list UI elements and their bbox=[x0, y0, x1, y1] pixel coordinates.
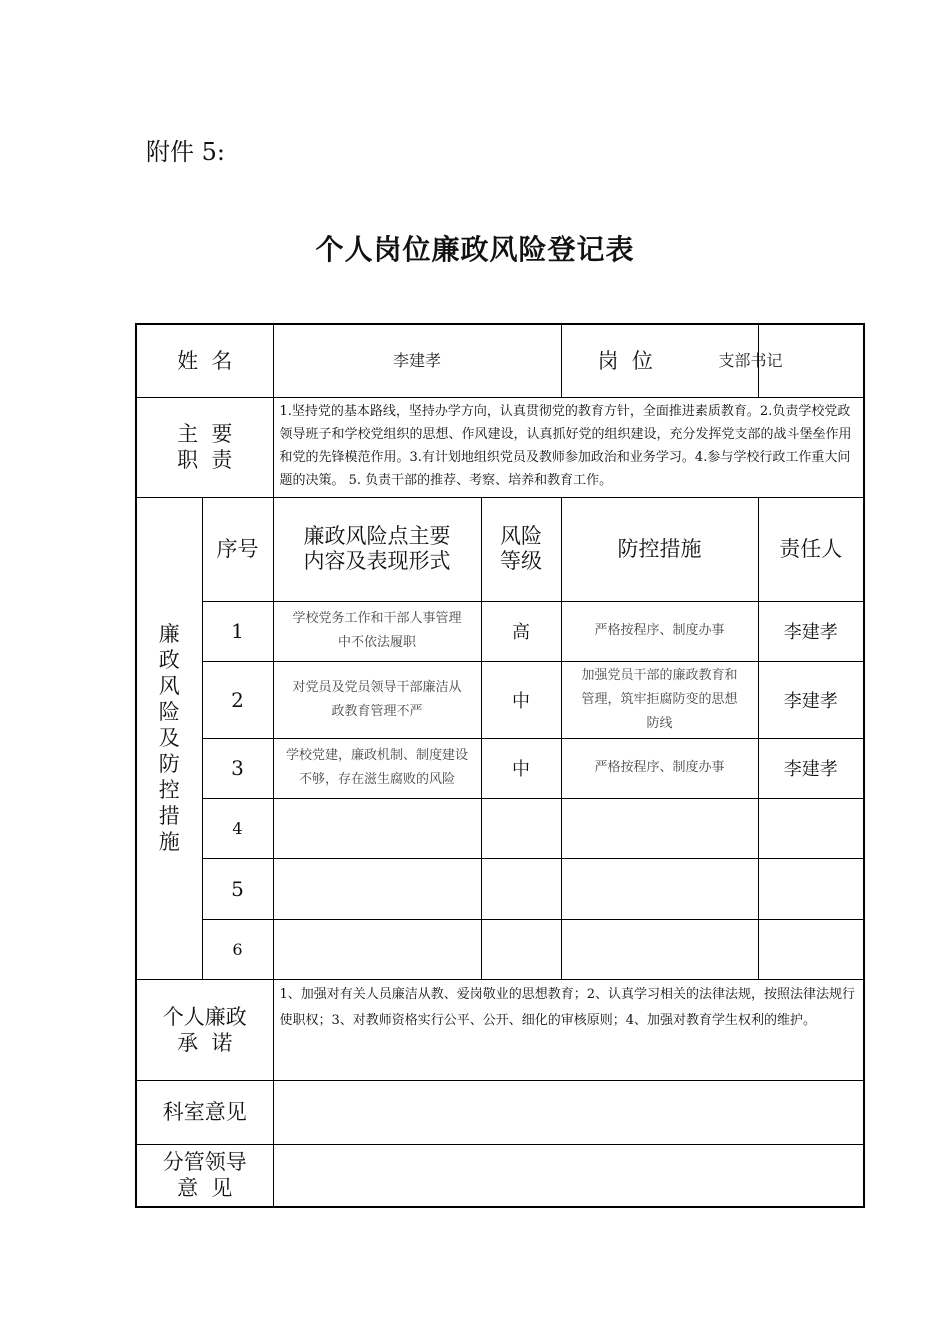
leader-opinion-label-line2: 意 见 bbox=[177, 1176, 233, 1201]
risk-seq: 4 bbox=[232, 818, 243, 838]
risk-measures-line1: 严格按程序、制度办事 bbox=[594, 623, 725, 638]
risk-measures-line2: 管理，筑牢拒腐防变的思想 bbox=[581, 691, 738, 707]
dept-opinion-row bbox=[136, 1080, 864, 1144]
risk-level-cell[interactable] bbox=[481, 798, 561, 858]
duties-row bbox=[136, 397, 864, 497]
header-content-line1: 廉政风险点主要 bbox=[303, 524, 451, 548]
risk-content-cell[interactable] bbox=[273, 798, 481, 858]
risk-person-cell[interactable] bbox=[758, 738, 864, 798]
risk-seq: 3 bbox=[231, 756, 244, 780]
duties-label-line1: 主 要 bbox=[177, 422, 233, 446]
risk-person: 李建孝 bbox=[783, 622, 838, 643]
risk-measures-cell[interactable] bbox=[561, 738, 758, 798]
name-label-cell bbox=[136, 324, 273, 397]
risk-content-line2: 不够，存在滋生腐败的风险 bbox=[299, 772, 456, 787]
risk-content-cell[interactable] bbox=[273, 919, 481, 979]
risk-measures-cell[interactable] bbox=[561, 919, 758, 979]
risk-measures-cell[interactable] bbox=[561, 798, 758, 858]
risk-person-cell[interactable] bbox=[758, 858, 864, 919]
page-title: 个人岗位廉政风险登记表 bbox=[315, 233, 635, 266]
header-content-line2: 内容及表现形式 bbox=[303, 549, 451, 573]
registration-table bbox=[135, 323, 865, 1208]
attachment-label: 附件 5: bbox=[146, 138, 225, 166]
risk-level-cell[interactable] bbox=[481, 858, 561, 919]
risk-seq-cell bbox=[202, 661, 273, 738]
risk-level-cell[interactable] bbox=[481, 661, 561, 738]
risk-measures-cell[interactable] bbox=[561, 601, 758, 661]
risk-level-cell[interactable] bbox=[481, 601, 561, 661]
risk-content-line2: 中不依法履职 bbox=[338, 635, 417, 650]
risk-row bbox=[136, 661, 864, 738]
header-level-line2: 等级 bbox=[500, 549, 543, 573]
dept-opinion-label: 科室意见 bbox=[162, 1100, 247, 1124]
leader-opinion-row bbox=[136, 1144, 864, 1207]
duties-text[interactable]: 1.坚持党的基本路线，坚持办学方向，认真贯彻党的教育方针，全面推进素质教育。2.负责学校党政领导班子和学校党组织的思想、作风建设，认真抓好党的组织建设，充分发挥党支部的战斗堡垒作用和党的先锋模范作用。3.有计划地组织党员及教师参加政治和业务学习。4.参与学校行政工作重大问题的决策。 5. 负责干部的推荐、考察、培养和教育工作。 bbox=[273, 397, 864, 497]
risk-person: 李建孝 bbox=[783, 690, 838, 712]
risk-content-cell[interactable] bbox=[273, 661, 481, 738]
risk-level-cell[interactable] bbox=[481, 919, 561, 979]
promise-row bbox=[136, 979, 864, 1080]
risk-content-line1: 对党员及党员领导干部廉洁从 bbox=[292, 679, 462, 695]
risk-person-cell[interactable] bbox=[758, 601, 864, 661]
header-measures-cell bbox=[561, 497, 758, 601]
dept-opinion-value[interactable] bbox=[273, 1080, 864, 1144]
risk-person-cell[interactable] bbox=[758, 919, 864, 979]
header-content-cell bbox=[273, 497, 481, 601]
post-value-cell[interactable] bbox=[718, 324, 864, 397]
risk-row bbox=[136, 798, 864, 858]
risk-content-cell[interactable] bbox=[273, 738, 481, 798]
risk-seq-cell bbox=[202, 858, 273, 919]
risk-level-cell[interactable] bbox=[481, 738, 561, 798]
risk-seq: 5 bbox=[231, 876, 244, 901]
leader-opinion-value[interactable] bbox=[273, 1144, 864, 1207]
risk-content-line1: 学校党务工作和干部人事管理 bbox=[292, 611, 462, 626]
name-row bbox=[136, 324, 864, 397]
name-label: 姓 名 bbox=[177, 348, 233, 373]
risk-section-label: 廉政风险及防控措施 bbox=[158, 622, 180, 854]
name-value: 李建孝 bbox=[393, 350, 442, 370]
risk-level: 高 bbox=[512, 622, 531, 643]
leader-opinion-label-cell bbox=[136, 1144, 273, 1207]
risk-seq: 2 bbox=[231, 687, 244, 712]
risk-person: 李建孝 bbox=[783, 759, 838, 780]
dept-opinion-label-cell bbox=[136, 1080, 273, 1144]
risk-content-line1: 学校党建，廉政机制、制度建设 bbox=[286, 748, 469, 763]
risk-seq-cell bbox=[202, 919, 273, 979]
risk-row bbox=[136, 858, 864, 919]
risk-section-label-cell bbox=[136, 497, 202, 979]
post-label: 岗 位 bbox=[597, 348, 653, 373]
duties-label-cell bbox=[136, 397, 273, 497]
risk-seq: 1 bbox=[231, 619, 244, 643]
risk-person-cell[interactable] bbox=[758, 661, 864, 738]
risk-row bbox=[136, 738, 864, 798]
risk-person-cell[interactable] bbox=[758, 798, 864, 858]
risk-content-line2: 政教育管理不严 bbox=[331, 703, 423, 719]
risk-row bbox=[136, 601, 864, 661]
risk-header-row bbox=[136, 497, 864, 601]
duties-label-line2: 职 责 bbox=[177, 448, 233, 472]
risk-row bbox=[136, 919, 864, 979]
risk-seq-cell bbox=[202, 601, 273, 661]
header-level-line1: 风险 bbox=[500, 524, 543, 548]
risk-level: 中 bbox=[512, 690, 531, 712]
header-person-cell bbox=[758, 497, 864, 601]
promise-label-line1: 个人廉政 bbox=[162, 1004, 247, 1029]
leader-opinion-label-line1: 分管领导 bbox=[162, 1150, 247, 1175]
risk-seq-cell bbox=[202, 738, 273, 798]
header-person: 责任人 bbox=[779, 536, 843, 561]
promise-label-cell bbox=[136, 979, 273, 1080]
risk-content-cell[interactable] bbox=[273, 601, 481, 661]
header-measures: 防控措施 bbox=[617, 536, 702, 561]
risk-measures-line1: 加强党员干部的廉政教育和 bbox=[581, 667, 738, 683]
promise-label-line2: 承 诺 bbox=[177, 1030, 233, 1055]
name-value-cell[interactable] bbox=[273, 324, 561, 397]
post-value: 支部书记 bbox=[718, 350, 783, 370]
risk-measures-line1: 严格按程序、制度办事 bbox=[594, 760, 725, 775]
risk-level: 中 bbox=[512, 759, 531, 780]
risk-seq-cell bbox=[202, 798, 273, 858]
header-seq: 序号 bbox=[216, 536, 259, 561]
risk-seq: 6 bbox=[232, 939, 243, 959]
header-seq-cell bbox=[202, 497, 273, 601]
header-level-cell bbox=[481, 497, 561, 601]
promise-text[interactable]: 1、加强对有关人员廉洁从教、爱岗敬业的思想教育；2、认真学习相关的法律法规，按照法律法规行使职权；3、对教师资格实行公平、公开、细化的审核原则；4、加强对教育学生权利的维护。 bbox=[273, 979, 864, 1080]
risk-measures-cell[interactable] bbox=[561, 661, 758, 738]
risk-content-cell[interactable] bbox=[273, 858, 481, 919]
risk-measures-cell[interactable] bbox=[561, 858, 758, 919]
risk-measures-line3: 防线 bbox=[646, 715, 673, 731]
